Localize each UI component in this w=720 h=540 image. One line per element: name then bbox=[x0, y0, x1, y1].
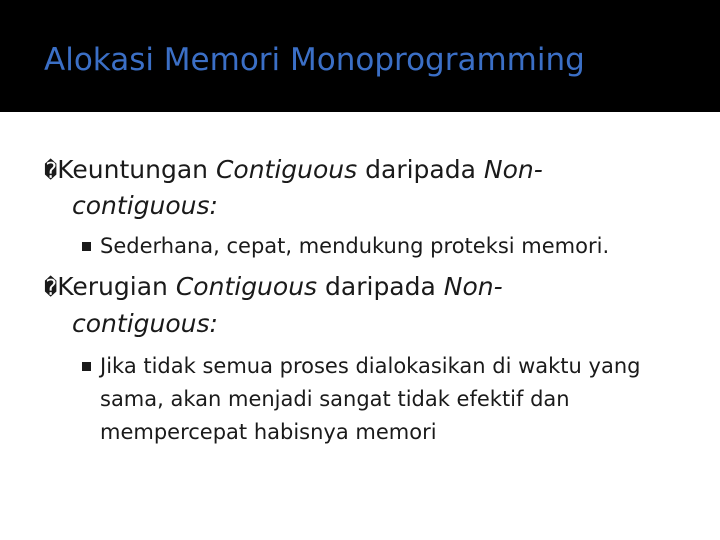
square-bullet-icon bbox=[82, 242, 91, 251]
bullet-text-italic: Contiguous bbox=[215, 155, 358, 184]
sub-bullet-text: sama, akan menjadi sangat tidak efektif dan bbox=[100, 387, 570, 411]
sub-bullet-text: Jika tidak semua proses dialokasikan di waktu yang bbox=[100, 354, 641, 378]
bullet-text: daripada bbox=[317, 272, 444, 301]
bullet-text: daripada bbox=[357, 155, 484, 184]
bullet-text: Kerugian bbox=[57, 272, 176, 301]
bullet-keuntungan bbox=[44, 152, 543, 190]
sub-bullet-continuation bbox=[100, 416, 437, 449]
bullet-kerugian-line2 bbox=[72, 306, 218, 342]
bullet-text-italic: Non- bbox=[443, 272, 503, 301]
sub-bullet bbox=[100, 350, 640, 383]
bullet-text: Keuntungan bbox=[57, 155, 216, 184]
sub-bullet-continuation bbox=[100, 383, 570, 416]
sub-bullet-text: Sederhana, cepat, mendukung proteksi memori. bbox=[100, 234, 610, 258]
sub-bullet bbox=[100, 230, 609, 263]
slide-title: Alokasi Memori Monoprogramming bbox=[44, 42, 585, 78]
bullet-marker: � bbox=[44, 276, 58, 301]
bullet-marker: � bbox=[44, 159, 58, 184]
bullet-text-italic: contiguous: bbox=[72, 309, 218, 338]
sub-bullet-text: mempercepat habisnya memori bbox=[100, 420, 437, 444]
bullet-text-italic: Non- bbox=[483, 155, 543, 184]
bullet-keuntungan-line2 bbox=[72, 188, 218, 224]
bullet-text-italic: contiguous: bbox=[72, 191, 218, 220]
bullet-text-italic: Contiguous bbox=[175, 272, 318, 301]
bullet-kerugian bbox=[44, 269, 503, 307]
square-bullet-icon bbox=[82, 362, 91, 371]
